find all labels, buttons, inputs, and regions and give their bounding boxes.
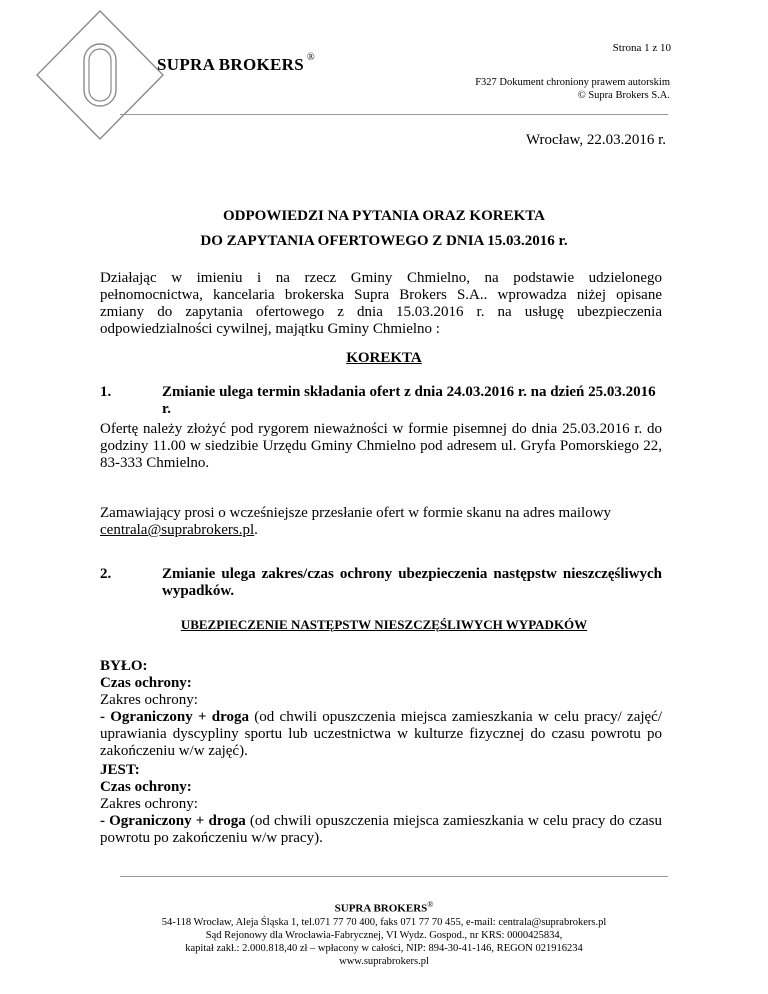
- title-line-2: DO ZAPYTANIA OFERTOWEGO Z DNIA 15.03.2016 r.: [200, 233, 568, 249]
- document-date: Wrocław, 22.03.2016 r.: [525, 132, 666, 148]
- nnw-heading: UBEZPIECZENIE NASTĘPSTW NIESZCZĘŚLIWYCH WYPADKÓW: [180, 617, 588, 632]
- supra-brokers-logo: [30, 8, 170, 143]
- page-number: Strona 1 z 10: [612, 42, 671, 54]
- copyright-notice: F327 Dokument chroniony prawem autorskim © Supra Brokers S.A.: [475, 77, 670, 101]
- footer-divider: [120, 876, 668, 877]
- footer: SUPRA BROKERS® 54-118 Wrocław, Aleja Śląska 1, tel.071 77 70 400, faks 071 77 70 455, e-mail: centrala@suprabrokers.pl Sąd Rejonowy dla Wrocławia-Fabrycznej, VI Wydz. Gospod., nr KRS: 0000425834, kapitał zakł.: 2.000.818,40 zł – wpłacony w całości, NIP: 894-30-41-146, REGON 021916234 www.suprabrokers.pl: [161, 900, 607, 967]
- item-2-number: 2.: [100, 566, 112, 582]
- intro-paragraph: Działając w imieniu i na rzecz Gminy Chmielno, na podstawie udzielonego pełnomocnictwa, kancelaria brokerska Supra Brokers S.A.. wprowadza niżej opisane zmiany do zapytania ofertowego z dnia 15.03.2016 r. na usługę ubezpieczenia odpowiedzialności cywilnej, majątku Gminy Chmielno :: [100, 270, 662, 337]
- item-1-paragraph-1: Ofertę należy złożyć pod rygorem nieważności w formie pisemnej do dnia 25.03.2016 r. do godziny 11.00 w siedzibie Urzędu Gminy Chmielno pod adresem ul. Gryfa Pomorskiego 22, 83-333 Chmielno.: [100, 421, 662, 471]
- header-divider: [120, 114, 668, 115]
- korekta-heading: KOREKTA: [346, 350, 422, 366]
- registered-mark: ®: [307, 52, 315, 63]
- was-label: BYŁO:: [100, 658, 148, 674]
- was-section: BYŁO: Czas ochrony: Zakres ochrony: - Ograniczony + droga (od chwili opuszczenia miejsca zamieszkania w celu pracy/ zajęć/ uprawiania dyscypliny sportu lub uczestnictwa w kulturze fizycznej do czasu powrotu po zakończeniu w/w zajęć).: [100, 658, 663, 759]
- email-link[interactable]: centrala@suprabrokers.pl: [100, 522, 255, 538]
- is-section: JEST: Czas ochrony: Zakres ochrony: - Ograniczony + droga (od chwili opuszczenia miejsca zamieszkania w celu pracy do czasu powrotu po zakończeniu w/w pracy).: [100, 762, 663, 846]
- title-line-1: ODPOWIEDZI NA PYTANIA ORAZ KOREKTA: [223, 208, 545, 224]
- is-zakres: Zakres ochrony:: [100, 796, 198, 812]
- is-label: JEST:: [100, 762, 140, 778]
- brand-name: SUPRA BROKERS ®: [157, 52, 315, 74]
- item-2-text: Zmianie ulega zakres/czas ochrony ubezpieczenia następstw nieszczęśliwych wypadków.: [162, 566, 662, 599]
- item-1-text: Zmianie ulega termin składania ofert z dnia 24.03.2016 r. na dzień 25.03.2016 r.: [162, 384, 656, 417]
- item-1-number: 1.: [100, 384, 112, 400]
- is-czas: Czas ochrony:: [100, 779, 192, 795]
- was-czas: Czas ochrony:: [100, 675, 192, 691]
- was-zakres: Zakres ochrony:: [100, 692, 198, 708]
- item-1-paragraph-2: Zamawiający prosi o wcześniejsze przesłanie ofert w formie skanu na adres mailowy centrala@suprabrokers.pl.: [100, 505, 612, 538]
